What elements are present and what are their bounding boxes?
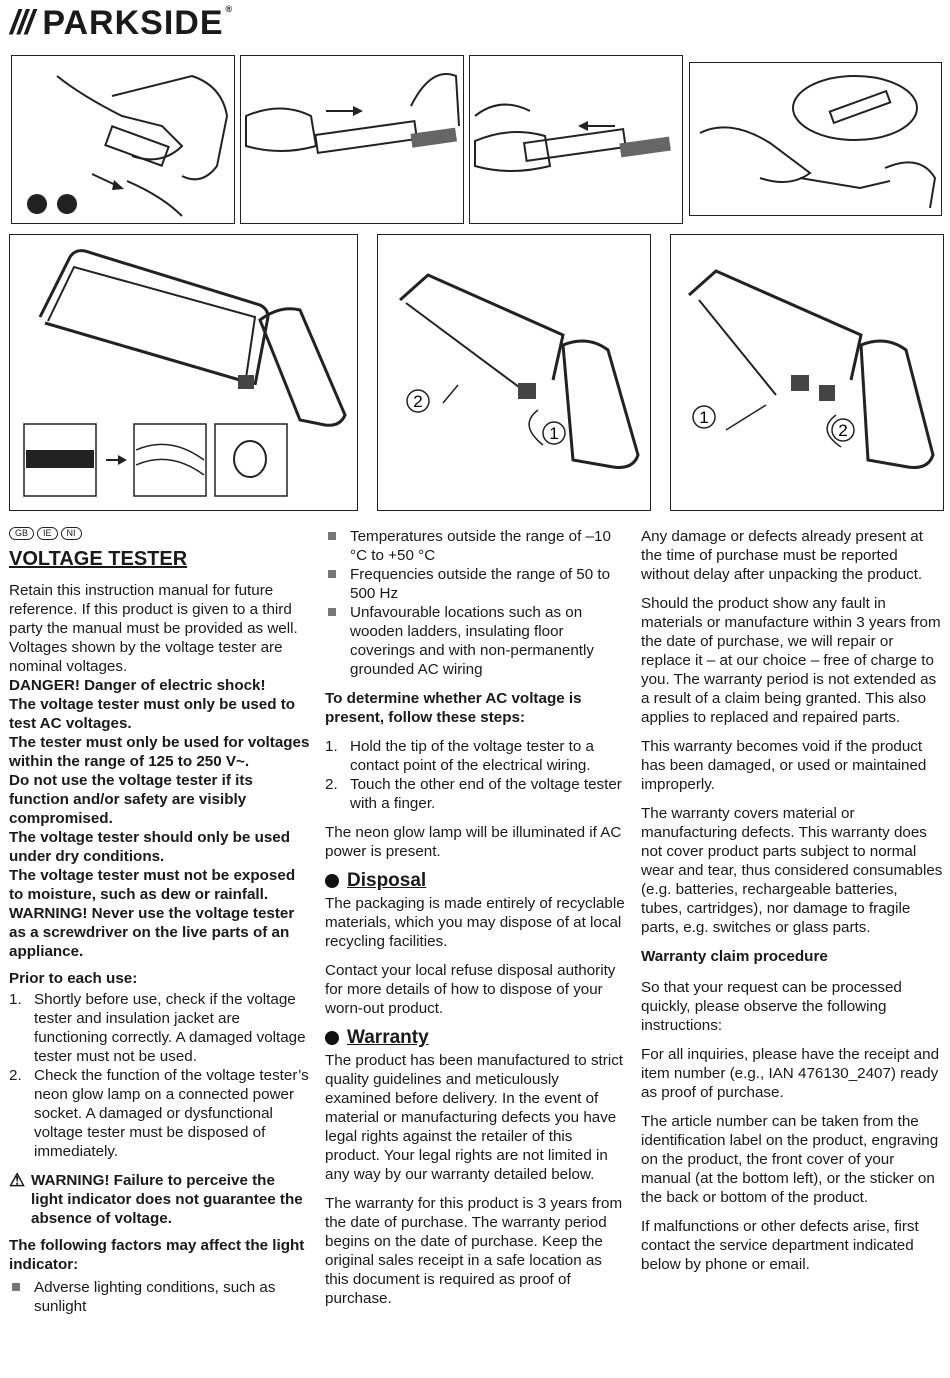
brand-logo — [10, 4, 233, 43]
figure-lock-blade — [469, 55, 683, 224]
step-text: Shortly before use, check if the voltage tester and insulation jacket are functioning correctly. A damaged voltage tester must not be used. — [34, 991, 306, 1065]
step-2-label: 2 — [838, 421, 848, 440]
bullet-icon — [325, 1031, 339, 1045]
list-item: Adverse lighting conditions, such as sunlight — [9, 1278, 311, 1316]
saw-handle — [260, 309, 345, 426]
list-item: 1. Hold the tip of the voltage tester to a contact point of the electrical wiring. — [325, 738, 594, 774]
column-1 — [9, 527, 311, 1326]
warranty-paragraph: The warranty for this product is 3 years from the date of purchase. The warranty period begins on the date of purchase. Keep the original sales receipt in a safe location as this document is required as proof of purchase. — [325, 1195, 623, 1307]
claim-paragraph: So that your request can be processed quickly, please observe the following instructions: — [641, 979, 902, 1034]
factors-list-continued — [325, 527, 625, 679]
disposal-heading — [325, 871, 625, 890]
list-item: 2. Check the function of the voltage tester’s neon glow lamp on a connected power socket. A damaged or dysfunctional voltage tester must be disposed of immediately. — [9, 1067, 309, 1160]
pipe-material-icon — [215, 424, 287, 496]
danger-line: The voltage tester must not be exposed to moisture, such as dew or rainfall. — [9, 867, 296, 903]
column-3 — [641, 527, 943, 1284]
figure-hacksaw-drawing — [10, 235, 357, 510]
figure-blade-insert-drawing — [671, 235, 943, 510]
ac-heading: To determine whether AC voltage is present, follow these steps: — [325, 690, 582, 726]
list-item: Temperatures outside the range of –10 °C to +50 °C — [325, 527, 625, 565]
factors-heading: The following factors may affect the light indicator: — [9, 1237, 305, 1273]
warning-triangle-icon: ⚠ — [9, 1170, 26, 1190]
figure-slide-blade-drawing — [241, 56, 463, 223]
step-1-label: 1 — [549, 424, 559, 443]
step-text: Check the function of the voltage tester’s neon glow lamp on a connected power socket. A damaged or dysfunctional voltage tester must be disposed of immediately. — [34, 1067, 309, 1160]
warranty-paragraph: The warranty covers material or manufacturing defects. This warranty does not cover product parts subject to normal wear and tear, thus considered consumables (e.g. batteries, rechargeable batteries, tubes, cartridges), nor damage to fragile parts, e.g. switches or glass parts. — [641, 805, 943, 936]
warning-block — [9, 1171, 311, 1228]
heading-text: Warranty — [347, 1027, 429, 1048]
claim-paragraph: If malfunctions or other defects arise, first contact the service department indicated below by phone or email. — [641, 1218, 919, 1273]
claim-heading: Warranty claim procedure — [641, 948, 828, 965]
step-2-label: 2 — [413, 392, 423, 411]
danger-line: The tester must only be used for voltages within the range of 125 to 250 V~. — [9, 734, 310, 770]
list-item: 1. Shortly before use, check if the voltage tester and insulation jacket are functioning correctly. A damaged voltage tester must not be used. — [9, 991, 306, 1065]
warranty-paragraph: Any damage or defects already present at the time of purchase must be reported without delay after unpacking the product. — [641, 528, 923, 583]
warranty-heading — [325, 1028, 625, 1047]
list-item: 2. Touch the other end of the voltage tester with a finger. — [325, 776, 622, 812]
intro-paragraph: Retain this instruction manual for future reference. If this product is given to a third party the manual must be provided as well. Voltages shown by the voltage tester are nominal voltages. — [9, 582, 298, 675]
claim-paragraph: The article number can be taken from the identification label on the product, engraving on the product, the front cover of your manual (at the bottom left), or the sticker on the back or bottom of the product. — [641, 1113, 939, 1206]
figure-lock-blade-drawing — [470, 56, 682, 223]
country-code: NI — [61, 527, 82, 540]
section-title: VOLTAGE TESTER — [9, 548, 188, 570]
warranty-paragraph: Should the product show any fault in materials or manufacture within 3 years from the date of purchase, we will repair or replace it – at our choice – free of charge to you. The warranty period is not extended as a result of a claim being granted. This also applies to replaced and repaired parts. — [641, 595, 941, 726]
gloves-icon — [27, 194, 47, 214]
figure-slide-blade — [240, 55, 464, 224]
list-item: Frequencies outside the range of 50 to 500 Hz — [325, 565, 625, 603]
step-text: Touch the other end of the voltage tester with a finger. — [350, 776, 622, 812]
figure-blade-insert — [670, 234, 944, 511]
danger-line: DANGER! Danger of electric shock! — [9, 677, 266, 694]
prior-heading: Prior to each use: — [9, 970, 138, 987]
brand-name: PARKSIDE — [42, 4, 224, 42]
column-2 — [325, 527, 625, 1318]
country-codes — [9, 527, 311, 540]
danger-line: The voltage tester should only be used under dry conditions. — [9, 829, 291, 865]
step-1-label: 1 — [699, 408, 709, 427]
figure-cut-with-pliers-drawing — [690, 63, 941, 215]
bullet-icon — [325, 874, 339, 888]
figure-hacksaw — [9, 234, 358, 511]
claim-paragraph: For all inquiries, please have the receipt and item number (e.g., IAN 476130_2407) ready as proof of purchase. — [641, 1046, 940, 1101]
warranty-paragraph: The product has been manufactured to strict quality guidelines and meticulously examined before delivery. In the event of material or manufacturing defects you have legal rights against the retailer of this product. Your legal rights are not limited in any way by our warranty detailed below. — [325, 1052, 624, 1183]
detail-callout — [793, 76, 917, 140]
brand-slashes: /// — [10, 4, 33, 42]
figure-insert-blade — [11, 55, 235, 224]
disposal-paragraph: Contact your local refuse disposal authority for more details of how to dispose of your worn-out product. — [325, 962, 616, 1017]
heading-text: Disposal — [347, 870, 427, 891]
country-code: IE — [37, 527, 58, 540]
registered-mark: ® — [225, 4, 234, 14]
step-text: Hold the tip of the voltage tester to a contact point of the electrical wiring. — [350, 738, 594, 774]
warning-text: WARNING! Failure to perceive the light indicator does not guarantee the absence of voltage. — [31, 1172, 303, 1227]
ac-steps-list — [325, 737, 625, 813]
disposal-paragraph: The packaging is made entirely of recyclable materials, which you may dispose of at local recycling facilities. — [325, 895, 625, 950]
country-code: GB — [9, 527, 34, 540]
factors-list — [9, 1278, 311, 1316]
danger-line: WARNING! Never use the voltage tester as a screwdriver on the live parts of an appliance. — [9, 905, 295, 960]
figure-insert-blade-drawing — [12, 56, 234, 223]
figure-cut-with-pliers — [689, 62, 942, 216]
figure-blade-remove-drawing — [378, 235, 650, 510]
neon-paragraph: The neon glow lamp will be illuminated if AC power is present. — [325, 824, 622, 860]
danger-line: The voltage tester must only be used to test AC voltages. — [9, 696, 296, 732]
goggles-icon — [57, 194, 77, 214]
warranty-paragraph: This warranty becomes void if the product has been damaged, or used or maintained improperly. — [641, 738, 927, 793]
saw-blade — [45, 323, 250, 383]
list-item: Unfavourable locations such as on wooden ladders, insulating floor coverings and with non-permanently grounded AC wiring — [325, 603, 625, 679]
figure-blade-remove — [377, 234, 651, 511]
prior-steps-list — [9, 990, 311, 1161]
danger-line: Do not use the voltage tester if its function and/or safety are visibly compromised. — [9, 772, 253, 827]
